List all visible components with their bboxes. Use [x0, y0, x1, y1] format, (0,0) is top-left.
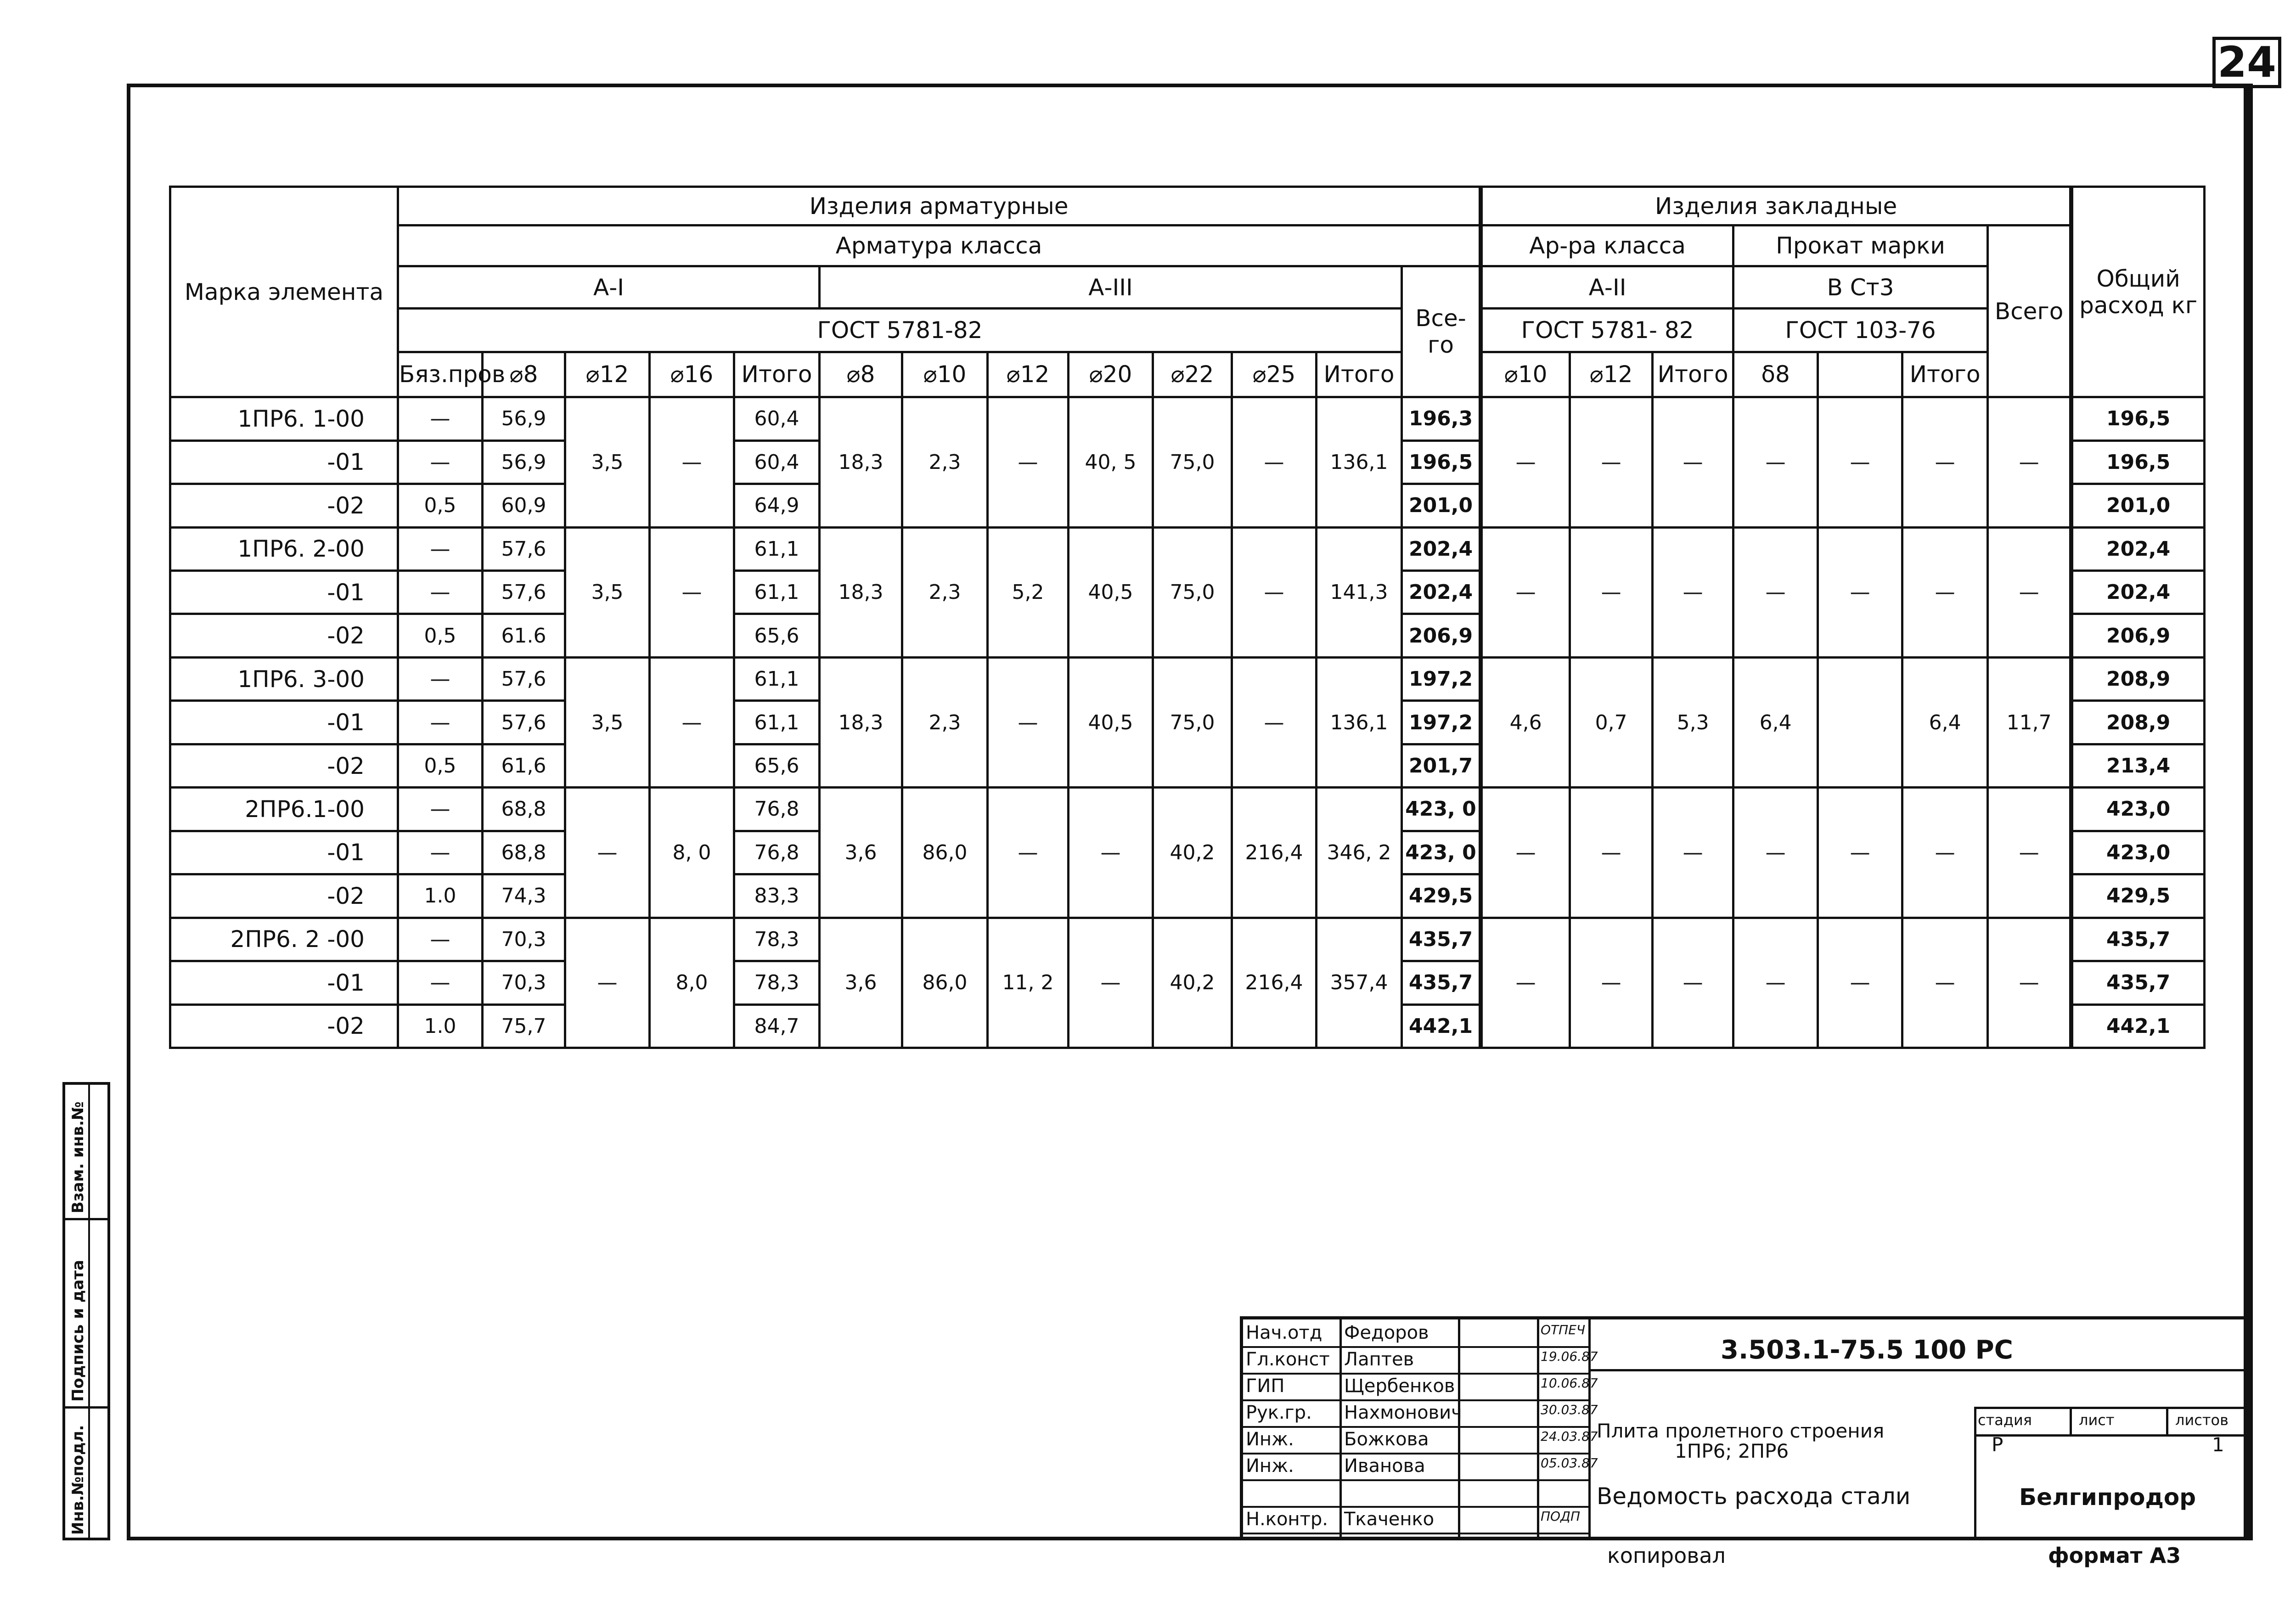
stamp-date: ОТПЕЧ — [1541, 1322, 1586, 1337]
cell-a1-bez: — — [398, 571, 483, 614]
cell-a1-bez: 0,5 — [398, 614, 483, 657]
footer-format: формат А3 — [2048, 1543, 2181, 1568]
stamp-name: Иванова — [1344, 1455, 1425, 1477]
stamp-role: Инж. — [1246, 1429, 1294, 1450]
subheader-a1-0: Бяз.пров — [398, 352, 483, 397]
subheader-a3-2: ⌀12 — [988, 352, 1069, 397]
cell-total-all: 197,2 — [1402, 701, 1481, 744]
cell-a3-d22: 75,0 — [1153, 657, 1232, 787]
cell-a3-d10: 86,0 — [902, 788, 988, 918]
cell-a1-d12: 3,5 — [565, 657, 650, 787]
cell-a1-d8: 57,6 — [483, 571, 565, 614]
cell-a3-d12: — — [988, 397, 1069, 527]
cell-r-d8: — — [1733, 397, 1818, 527]
title-block — [1240, 1316, 2247, 1540]
cell-a1-bez: 0,5 — [398, 484, 483, 527]
organization: Белгипродор — [2019, 1484, 2196, 1511]
cell-r-x: — — [1818, 527, 1902, 657]
cell-a3-d20: — — [1069, 788, 1153, 918]
cell-a1-d8: 61,6 — [483, 744, 565, 787]
cell-a1-d8: 74,3 — [483, 874, 565, 918]
cell-a3-d8: 3,6 — [820, 788, 902, 918]
title-line-1: Плита пролетного строения — [1597, 1420, 1885, 1442]
cell-a1-d16: — — [650, 527, 734, 657]
stamp-date: ПОДП — [1541, 1509, 1581, 1524]
cell-r-d8: 6,4 — [1733, 657, 1818, 787]
left-sidebar-stamp — [62, 1082, 110, 1540]
cell-a2-total: 5,3 — [1653, 657, 1733, 787]
cell-r-x — [1818, 657, 1902, 787]
header-total-consumption: Общий расход кг — [2071, 187, 2205, 397]
cell-mark: 2ПР6. 2 -00 — [170, 918, 398, 961]
stamp-line — [1243, 1479, 1588, 1481]
cell-a2-total: — — [1653, 397, 1733, 527]
cell-a3-d10: 2,3 — [902, 527, 988, 657]
cell-a3-d20: 40,5 — [1069, 527, 1153, 657]
stamp-name: Федоров — [1344, 1322, 1429, 1343]
cell-a3-d10: 2,3 — [902, 397, 988, 527]
header-armature-products: Изделия арматурные — [398, 187, 1481, 225]
header-gost-armature: ГОСТ 5781-82 — [398, 309, 1402, 352]
cell-a3-d8: 18,3 — [820, 397, 902, 527]
cell-emb-total: 11,7 — [1988, 657, 2071, 787]
cell-a1-bez: 1.0 — [398, 1004, 483, 1048]
sidebar-divider — [88, 1085, 90, 1538]
cell-general-total: 202,4 — [2071, 571, 2205, 614]
cell-total-all: 197,2 — [1402, 657, 1481, 700]
cell-total-all: 196,5 — [1402, 440, 1481, 484]
cell-r-total: — — [1902, 397, 1988, 527]
cell-a1-d8: 70,3 — [483, 961, 565, 1004]
footer-copied: копировал — [1607, 1543, 1726, 1568]
cell-mark: -01 — [170, 701, 398, 744]
header-embedded-products: Изделия закладные — [1481, 187, 2071, 225]
cell-a1-d12: 3,5 — [565, 527, 650, 657]
cell-r-d8: — — [1733, 788, 1818, 918]
stamp-line — [1974, 1407, 2247, 1409]
cell-total-all: 423, 0 — [1402, 788, 1481, 831]
subheader-a3-3: ⌀20 — [1069, 352, 1153, 397]
cell-emb-total: — — [1988, 527, 2071, 657]
subheader-rolled-0: δ8 — [1733, 352, 1818, 397]
cell-a3-d22: 40,2 — [1153, 918, 1232, 1048]
cell-general-total: 196,5 — [2071, 440, 2205, 484]
stamp-role: ГИП — [1246, 1376, 1285, 1397]
subheader-a3-0: ⌀8 — [820, 352, 902, 397]
cell-a2-d10: 4,6 — [1481, 657, 1570, 787]
cell-a1-total: 64,9 — [734, 484, 820, 527]
cell-a1-d16: 8, 0 — [650, 788, 734, 918]
header-total-all: Все-го — [1402, 266, 1481, 397]
subheader-a1-4: Итого — [734, 352, 820, 397]
stamp-name: Нахмонович — [1344, 1402, 1462, 1423]
cell-r-x: — — [1818, 918, 1902, 1048]
stage-value: Р — [1992, 1433, 2003, 1456]
cell-a3-total: 136,1 — [1317, 397, 1402, 527]
cell-a2-total: — — [1653, 788, 1733, 918]
sheets-label: листов — [2175, 1411, 2228, 1429]
cell-mark: -02 — [170, 484, 398, 527]
cell-mark: -01 — [170, 571, 398, 614]
cell-a3-d20: 40, 5 — [1069, 397, 1153, 527]
cell-general-total: 208,9 — [2071, 657, 2205, 700]
cell-r-d8: — — [1733, 918, 1818, 1048]
cell-a2-d12: — — [1570, 527, 1653, 657]
cell-a3-d12: — — [988, 788, 1069, 918]
cell-a3-d12: 5,2 — [988, 527, 1069, 657]
cell-a3-d22: 75,0 — [1153, 527, 1232, 657]
cell-total-all: 201,0 — [1402, 484, 1481, 527]
cell-total-all: 429,5 — [1402, 874, 1481, 918]
cell-general-total: 435,7 — [2071, 918, 2205, 961]
stamp-line — [2166, 1407, 2168, 1434]
cell-general-total: 213,4 — [2071, 744, 2205, 787]
stamp-role: Нач.отд — [1246, 1322, 1322, 1343]
header-rolled-grade: Прокат марки — [1733, 225, 1988, 266]
cell-a3-total: 141,3 — [1317, 527, 1402, 657]
cell-a2-d12: 0,7 — [1570, 657, 1653, 787]
sheets-value: 1 — [2212, 1433, 2224, 1456]
cell-a1-bez: — — [398, 788, 483, 831]
cell-r-total: — — [1902, 918, 1988, 1048]
cell-mark: -01 — [170, 440, 398, 484]
cell-a1-d8: 60,9 — [483, 484, 565, 527]
cell-a1-d8: 56,9 — [483, 440, 565, 484]
sidebar-line — [65, 1218, 107, 1220]
cell-total-all: 196,3 — [1402, 397, 1481, 440]
subheader-a2-1: ⌀12 — [1570, 352, 1653, 397]
subheader-a3-1: ⌀10 — [902, 352, 988, 397]
subheader-a3-6: Итого — [1317, 352, 1402, 397]
cell-a2-d12: — — [1570, 918, 1653, 1048]
stamp-name: Ткаченко — [1344, 1509, 1435, 1530]
cell-a1-bez: — — [398, 831, 483, 874]
cell-a2-d10: — — [1481, 918, 1570, 1048]
stamp-date: 10.06.87 — [1541, 1376, 1598, 1391]
header-grade-steel: В Ст3 — [1733, 266, 1988, 308]
stage-label: стадия — [1978, 1411, 2032, 1429]
cell-r-x: — — [1818, 397, 1902, 527]
cell-total-all: 201,7 — [1402, 744, 1481, 787]
cell-emb-total: — — [1988, 397, 2071, 527]
cell-a1-d12: 3,5 — [565, 397, 650, 527]
cell-a3-d8: 3,6 — [820, 918, 902, 1048]
sidebar-line — [65, 1406, 107, 1409]
cell-a2-d12: — — [1570, 397, 1653, 527]
cell-emb-total: — — [1988, 918, 2071, 1048]
cell-a2-d12: — — [1570, 788, 1653, 918]
cell-a1-total: 65,6 — [734, 614, 820, 657]
header-embedded-total: Всего — [1988, 225, 2071, 397]
cell-a2-d10: — — [1481, 397, 1570, 527]
cell-total-all: 202,4 — [1402, 571, 1481, 614]
cell-general-total: 196,5 — [2071, 397, 2205, 440]
table-row — [170, 527, 2205, 570]
cell-mark: -01 — [170, 831, 398, 874]
stamp-role: Инж. — [1246, 1455, 1294, 1477]
cell-emb-total: — — [1988, 788, 2071, 918]
cell-general-total: 208,9 — [2071, 701, 2205, 744]
cell-a1-total: 61,1 — [734, 571, 820, 614]
cell-a1-bez: — — [398, 440, 483, 484]
cell-mark: -01 — [170, 961, 398, 1004]
stamp-line — [1243, 1453, 1588, 1454]
stamp-line — [1974, 1434, 2247, 1437]
cell-mark: -02 — [170, 744, 398, 787]
cell-a1-d8: 75,7 — [483, 1004, 565, 1048]
sheet-label: лист — [2079, 1411, 2115, 1429]
cell-a1-total: 76,8 — [734, 831, 820, 874]
stamp-date: 19.06.87 — [1541, 1349, 1598, 1364]
cell-a1-bez: 1.0 — [398, 874, 483, 918]
stamp-name: Щербенков — [1344, 1376, 1455, 1397]
cell-a1-d8: 57,6 — [483, 701, 565, 744]
stamp-line — [1243, 1533, 1588, 1534]
cell-a1-bez: 0,5 — [398, 744, 483, 787]
cell-total-all: 202,4 — [1402, 527, 1481, 570]
stamp-line — [1974, 1407, 1976, 1540]
frame-right-edge — [2247, 84, 2253, 1540]
cell-a3-d25: 216,4 — [1232, 788, 1317, 918]
cell-a3-d12: — — [988, 657, 1069, 787]
sheet-number: 24 — [2212, 37, 2281, 88]
stamp-line — [1243, 1399, 1588, 1401]
cell-a1-total: 76,8 — [734, 788, 820, 831]
cell-general-total: 201,0 — [2071, 484, 2205, 527]
cell-r-total: 6,4 — [1902, 657, 1988, 787]
cell-a1-total: 61,1 — [734, 701, 820, 744]
stamp-line — [1243, 1373, 1588, 1375]
header-class-a3: А-III — [820, 266, 1402, 308]
header-mark: Марка элемента — [170, 187, 398, 397]
subheader-a1-3: ⌀16 — [650, 352, 734, 397]
cell-total-all: 206,9 — [1402, 614, 1481, 657]
cell-a3-d8: 18,3 — [820, 657, 902, 787]
cell-a2-d10: — — [1481, 527, 1570, 657]
cell-a3-d25: 216,4 — [1232, 918, 1317, 1048]
cell-a1-total: 61,1 — [734, 527, 820, 570]
subheader-a2-2: Итого — [1653, 352, 1733, 397]
cell-a1-d8: 56,9 — [483, 397, 565, 440]
stamp-line — [1243, 1346, 1588, 1348]
header-gost-embedded-armature: ГОСТ 5781- 82 — [1481, 309, 1733, 352]
stamp-name: Божкова — [1344, 1429, 1429, 1450]
cell-a2-total: — — [1653, 527, 1733, 657]
subheader-a3-4: ⌀22 — [1153, 352, 1232, 397]
cell-general-total: 423,0 — [2071, 831, 2205, 874]
subheader-a1-1: ⌀8 — [483, 352, 565, 397]
cell-a1-total: 60,4 — [734, 440, 820, 484]
stamp-date: 05.03.87 — [1541, 1455, 1598, 1471]
cell-a1-d12: — — [565, 788, 650, 918]
table-body — [170, 397, 2205, 1048]
stamp-line — [1588, 1369, 2247, 1371]
cell-a3-d25: — — [1232, 657, 1317, 787]
cell-total-all: 435,7 — [1402, 961, 1481, 1004]
cell-a3-d20: — — [1069, 918, 1153, 1048]
cell-a2-d10: — — [1481, 788, 1570, 918]
cell-a3-d25: — — [1232, 397, 1317, 527]
cell-general-total: 423,0 — [2071, 788, 2205, 831]
cell-a1-d12: — — [565, 918, 650, 1048]
cell-a1-d16: — — [650, 657, 734, 787]
cell-a1-d8: 68,8 — [483, 788, 565, 831]
table-row — [170, 657, 2205, 700]
cell-a3-d8: 18,3 — [820, 527, 902, 657]
subheader-rolled-2: Итого — [1902, 352, 1988, 397]
sidebar-label-replaced-inventory: Взам. инв.№ — [69, 1101, 87, 1213]
cell-a1-total: 78,3 — [734, 918, 820, 961]
cell-a1-total: 61,1 — [734, 657, 820, 700]
cell-a1-d8: 68,8 — [483, 831, 565, 874]
cell-general-total: 429,5 — [2071, 874, 2205, 918]
cell-a2-total: — — [1653, 918, 1733, 1048]
cell-mark: 2ПР6.1-00 — [170, 788, 398, 831]
stamp-line — [1243, 1506, 1588, 1508]
stamp-name: Лаптев — [1344, 1349, 1414, 1370]
sidebar-label-inventory: Инв.№подл. — [69, 1425, 87, 1535]
stamp-date: 30.03.87 — [1541, 1402, 1598, 1417]
cell-a1-d8: 70,3 — [483, 918, 565, 961]
table-row — [170, 788, 2205, 831]
stamp-role: Рук.гр. — [1246, 1402, 1312, 1423]
cell-total-all: 442,1 — [1402, 1004, 1481, 1048]
cell-a3-d20: 40,5 — [1069, 657, 1153, 787]
cell-a1-total: 84,7 — [734, 1004, 820, 1048]
table-row — [170, 918, 2205, 961]
cell-general-total: 442,1 — [2071, 1004, 2205, 1048]
cell-a1-total: 65,6 — [734, 744, 820, 787]
cell-mark: -02 — [170, 1004, 398, 1048]
cell-mark: -02 — [170, 614, 398, 657]
header-embedded-armature-class: Ар-ра класса — [1481, 225, 1733, 266]
cell-total-all: 423, 0 — [1402, 831, 1481, 874]
cell-a1-bez: — — [398, 961, 483, 1004]
title-line-3: Ведомость расхода стали — [1597, 1483, 1911, 1510]
subheader-a2-0: ⌀10 — [1481, 352, 1570, 397]
cell-a1-d8: 57,6 — [483, 657, 565, 700]
subheader-rolled-1 — [1818, 352, 1902, 397]
cell-a1-total: 60,4 — [734, 397, 820, 440]
cell-r-total: — — [1902, 527, 1988, 657]
header-armature-class: Арматура класса — [398, 225, 1481, 266]
stamp-line — [2070, 1407, 2072, 1434]
stamp-role: Н.контр. — [1246, 1509, 1328, 1530]
stamp-date: 24.03.87 — [1541, 1429, 1598, 1444]
cell-general-total: 202,4 — [2071, 527, 2205, 570]
cell-mark: 1ПР6. 1-00 — [170, 397, 398, 440]
stamp-role: Гл.конст — [1246, 1349, 1330, 1370]
cell-a1-d16: 8,0 — [650, 918, 734, 1048]
subheader-a1-2: ⌀12 — [565, 352, 650, 397]
cell-r-d8: — — [1733, 527, 1818, 657]
cell-total-all: 435,7 — [1402, 918, 1481, 961]
cell-a3-d12: 11, 2 — [988, 918, 1069, 1048]
document-code: 3.503.1-75.5 100 РС — [1721, 1335, 2013, 1365]
cell-a1-bez: — — [398, 918, 483, 961]
cell-a3-total: 136,1 — [1317, 657, 1402, 787]
cell-a3-d22: 40,2 — [1153, 788, 1232, 918]
subheader-a3-5: ⌀25 — [1232, 352, 1317, 397]
cell-a1-bez: — — [398, 701, 483, 744]
cell-general-total: 435,7 — [2071, 961, 2205, 1004]
cell-a3-d25: — — [1232, 527, 1317, 657]
stamp-line — [1243, 1426, 1588, 1428]
cell-mark: 1ПР6. 2-00 — [170, 527, 398, 570]
cell-a1-d16: — — [650, 397, 734, 527]
cell-a1-total: 78,3 — [734, 961, 820, 1004]
header-class-a2: А-II — [1481, 266, 1733, 308]
cell-a3-total: 346, 2 — [1317, 788, 1402, 918]
cell-a1-bez: — — [398, 657, 483, 700]
cell-a3-total: 357,4 — [1317, 918, 1402, 1048]
cell-a3-d22: 75,0 — [1153, 397, 1232, 527]
cell-a3-d10: 2,3 — [902, 657, 988, 787]
cell-r-total: — — [1902, 788, 1988, 918]
cell-a1-d8: 57,6 — [483, 527, 565, 570]
header-gost-rolled: ГОСТ 103-76 — [1733, 309, 1988, 352]
table-row — [170, 397, 2205, 440]
cell-mark: -02 — [170, 874, 398, 918]
cell-a1-bez: — — [398, 527, 483, 570]
cell-mark: 1ПР6. 3-00 — [170, 657, 398, 700]
cell-a3-d10: 86,0 — [902, 918, 988, 1048]
steel-consumption-table — [169, 186, 2206, 1049]
sidebar-label-signature-date: Подпись и дата — [69, 1260, 87, 1402]
cell-a1-bez: — — [398, 397, 483, 440]
cell-a1-total: 83,3 — [734, 874, 820, 918]
cell-r-x: — — [1818, 788, 1902, 918]
cell-a1-d8: 61.6 — [483, 614, 565, 657]
title-line-2: 1ПР6; 2ПР6 — [1675, 1440, 1789, 1462]
header-class-a1: А-I — [398, 266, 820, 308]
cell-general-total: 206,9 — [2071, 614, 2205, 657]
